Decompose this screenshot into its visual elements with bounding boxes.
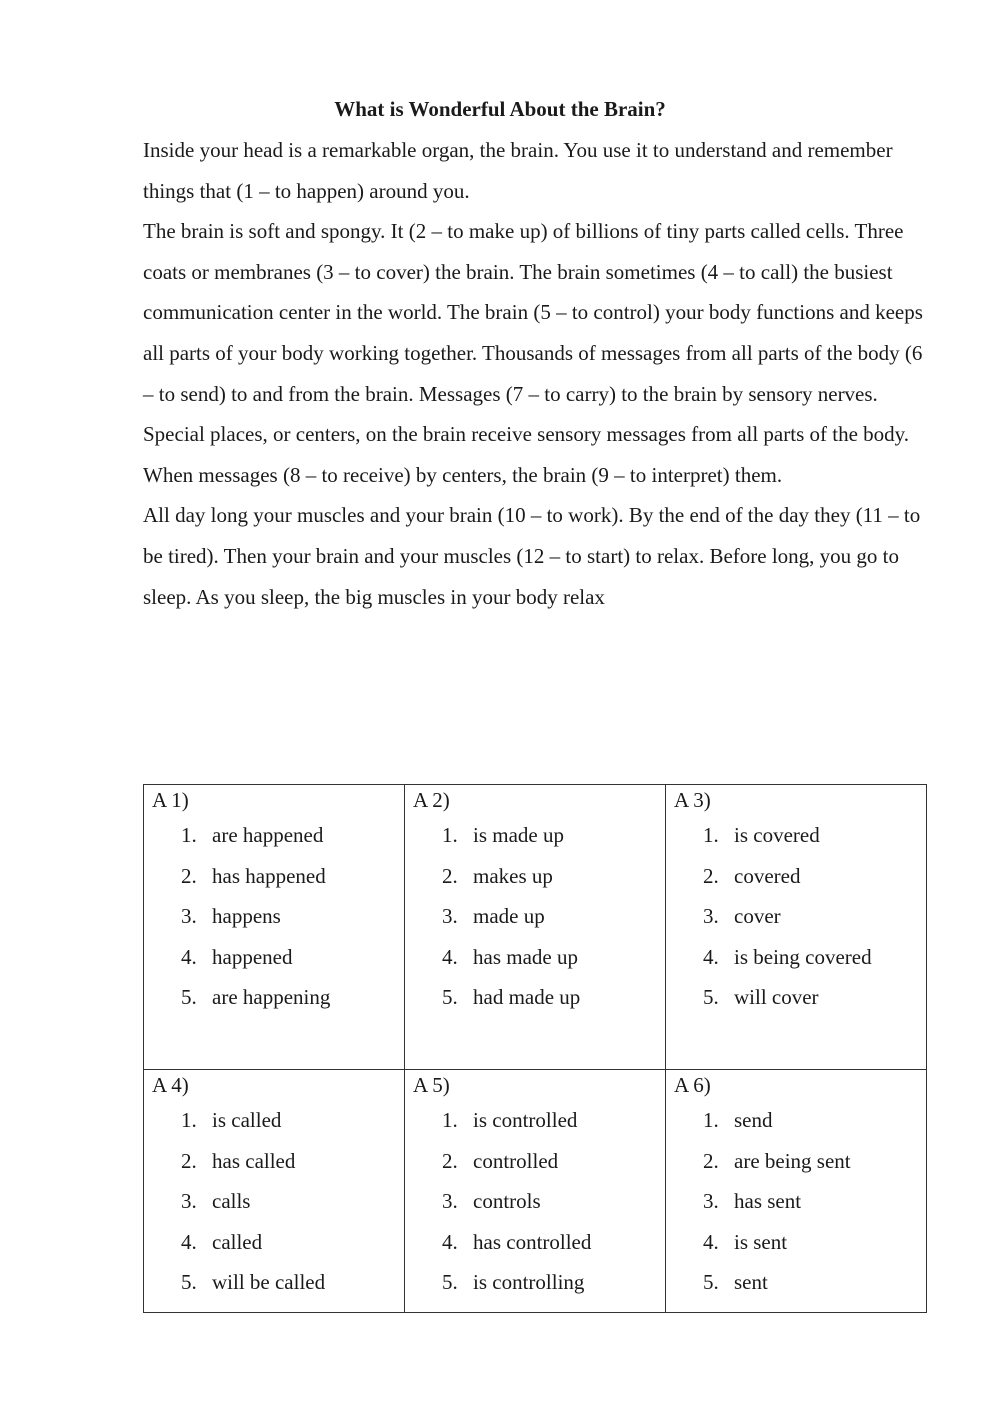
- choice-number: 2.: [442, 863, 458, 888]
- choice-number: 1.: [703, 823, 719, 847]
- choice-text: is called: [212, 1108, 282, 1132]
- choice-item: [181, 1141, 396, 1182]
- choice-text: happened: [212, 944, 293, 969]
- choice-item: [442, 856, 657, 897]
- choice-text: is controlled: [473, 1108, 578, 1132]
- choice-number: 5.: [703, 985, 719, 1010]
- choice-text: made up: [473, 904, 545, 929]
- page-title: What is Wonderful About the Brain?: [334, 97, 666, 121]
- choice-text: has happened: [212, 863, 326, 888]
- choice-number: 4.: [442, 944, 458, 969]
- choice-text: are happening: [212, 985, 331, 1010]
- choice-text: are being sent: [734, 1148, 851, 1173]
- choice-number: 3.: [181, 904, 197, 929]
- choice-number: 5.: [442, 1270, 458, 1295]
- choice-item: [442, 977, 657, 1018]
- choice-item: [703, 815, 918, 856]
- choice-item: [442, 1262, 657, 1303]
- question-label: A 3): [674, 788, 711, 812]
- choice-text: has controlled: [473, 1229, 592, 1254]
- choice-text: has sent: [734, 1189, 802, 1214]
- choice-text: will be called: [212, 1270, 326, 1295]
- choice-item: [703, 1100, 918, 1141]
- choice-text: has called: [212, 1148, 296, 1173]
- choice-item: [181, 1100, 396, 1141]
- question-cell: [405, 785, 666, 1070]
- choice-text: is controlling: [473, 1270, 585, 1295]
- choice-text: has made up: [473, 944, 578, 969]
- question-cell: [666, 1070, 927, 1313]
- question-cell: [666, 785, 927, 1070]
- passage-paragraph: All day long your muscles and your brain (10 – to work). By the end of the day they (11 – to be tired). Then your brain and your muscles (12 – to start) to relax. Before long, you go to sleep. As you sleep, the big muscles in your body relax: [143, 503, 921, 609]
- choice-text: sent: [734, 1270, 768, 1295]
- choice-item: [442, 937, 657, 978]
- choice-text: calls: [212, 1189, 251, 1214]
- choice-number: 4.: [442, 1229, 458, 1254]
- reading-passage: [143, 130, 933, 617]
- question-cell: [405, 1070, 666, 1313]
- choice-number: 4.: [181, 1229, 197, 1254]
- choice-number: 1.: [181, 823, 197, 847]
- question-cell: [144, 1070, 405, 1313]
- choice-number: 2.: [703, 1148, 719, 1173]
- question-label: A 2): [413, 788, 450, 812]
- table-row: [144, 1070, 927, 1313]
- choice-number: 1.: [181, 1108, 197, 1132]
- choice-item: [703, 1141, 918, 1182]
- choice-item: [181, 1181, 396, 1222]
- choice-text: called: [212, 1229, 263, 1254]
- choice-item: [703, 937, 918, 978]
- choice-item: [442, 1100, 657, 1141]
- choice-number: 1.: [703, 1108, 719, 1132]
- choice-number: 1.: [442, 823, 458, 847]
- choice-item: [442, 1141, 657, 1182]
- passage-paragraph: The brain is soft and spongy. It (2 – to make up) of billions of tiny parts called cells. Three coats or membranes (3 – to cover) the brain. The brain sometimes (4 – to call) the busiest communication center in the world. The brain (5 – to control) your body functions and keeps all parts of your body working together. Thousands of messages from all parts of the body (6 – to send) to and from the brain. Messages (7 – to carry) to the brain by sensory nerves. Special places, or centers, on the brain receive sensory messages from all parts of the body. When messages (8 – to receive) by centers, the brain (9 – to interpret) them.: [143, 219, 923, 487]
- choice-item: [703, 896, 918, 937]
- choice-text: is sent: [734, 1229, 788, 1254]
- choice-number: 1.: [442, 1108, 458, 1132]
- choice-item: [703, 977, 918, 1018]
- choice-text: are happened: [212, 823, 324, 847]
- choice-item: [181, 856, 396, 897]
- passage-paragraph: Inside your head is a remarkable organ, the brain. You use it to understand and remember things that (1 – to happen) around you.: [143, 138, 893, 203]
- choice-text: cover: [734, 904, 781, 929]
- choice-item: [703, 1262, 918, 1303]
- choice-list: [413, 815, 657, 1018]
- choice-text: happens: [212, 904, 281, 929]
- choice-text: is covered: [734, 823, 820, 847]
- choice-text: is made up: [473, 823, 564, 847]
- choice-item: [703, 1181, 918, 1222]
- choice-text: had made up: [473, 985, 581, 1010]
- choice-list: [674, 1100, 918, 1303]
- choice-item: [442, 896, 657, 937]
- choice-item: [181, 937, 396, 978]
- choice-number: 2.: [442, 1148, 458, 1173]
- question-label: A 6): [674, 1073, 711, 1097]
- choice-number: 5.: [181, 985, 197, 1010]
- choice-number: 4.: [703, 1229, 719, 1254]
- choice-item: [181, 1262, 396, 1303]
- choice-number: 3.: [442, 904, 458, 929]
- choice-item: [703, 856, 918, 897]
- choice-item: [442, 1222, 657, 1263]
- table-row: [144, 785, 927, 1070]
- choice-number: 2.: [181, 1148, 197, 1173]
- choice-text: is being covered: [734, 944, 872, 969]
- choice-item: [442, 1181, 657, 1222]
- choice-list: [152, 815, 396, 1018]
- choice-number: 5.: [703, 1270, 719, 1295]
- answer-options-table: [143, 784, 927, 1313]
- choice-number: 4.: [181, 944, 197, 969]
- choice-item: [181, 977, 396, 1018]
- choice-list: [413, 1100, 657, 1303]
- choice-number: 5.: [181, 1270, 197, 1295]
- choice-number: 5.: [442, 985, 458, 1010]
- choice-text: will cover: [734, 985, 819, 1010]
- question-label: A 4): [152, 1073, 189, 1097]
- choice-text: controls: [473, 1189, 541, 1214]
- choice-number: 3.: [181, 1189, 197, 1214]
- question-cell: [144, 785, 405, 1070]
- choice-text: controlled: [473, 1148, 559, 1173]
- choice-item: [181, 896, 396, 937]
- choice-number: 3.: [703, 1189, 719, 1214]
- choice-list: [674, 815, 918, 1018]
- choice-text: covered: [734, 863, 801, 888]
- choice-item: [181, 1222, 396, 1263]
- question-label: A 1): [152, 788, 189, 812]
- choice-list: [152, 1100, 396, 1303]
- choice-number: 3.: [703, 904, 719, 929]
- choice-item: [442, 815, 657, 856]
- choice-number: 2.: [181, 863, 197, 888]
- question-label: A 5): [413, 1073, 450, 1097]
- choice-number: 3.: [442, 1189, 458, 1214]
- choice-number: 4.: [703, 944, 719, 969]
- choice-item: [703, 1222, 918, 1263]
- choice-number: 2.: [703, 863, 719, 888]
- choice-text: makes up: [473, 863, 553, 888]
- choice-item: [181, 815, 396, 856]
- choice-text: send: [734, 1108, 773, 1132]
